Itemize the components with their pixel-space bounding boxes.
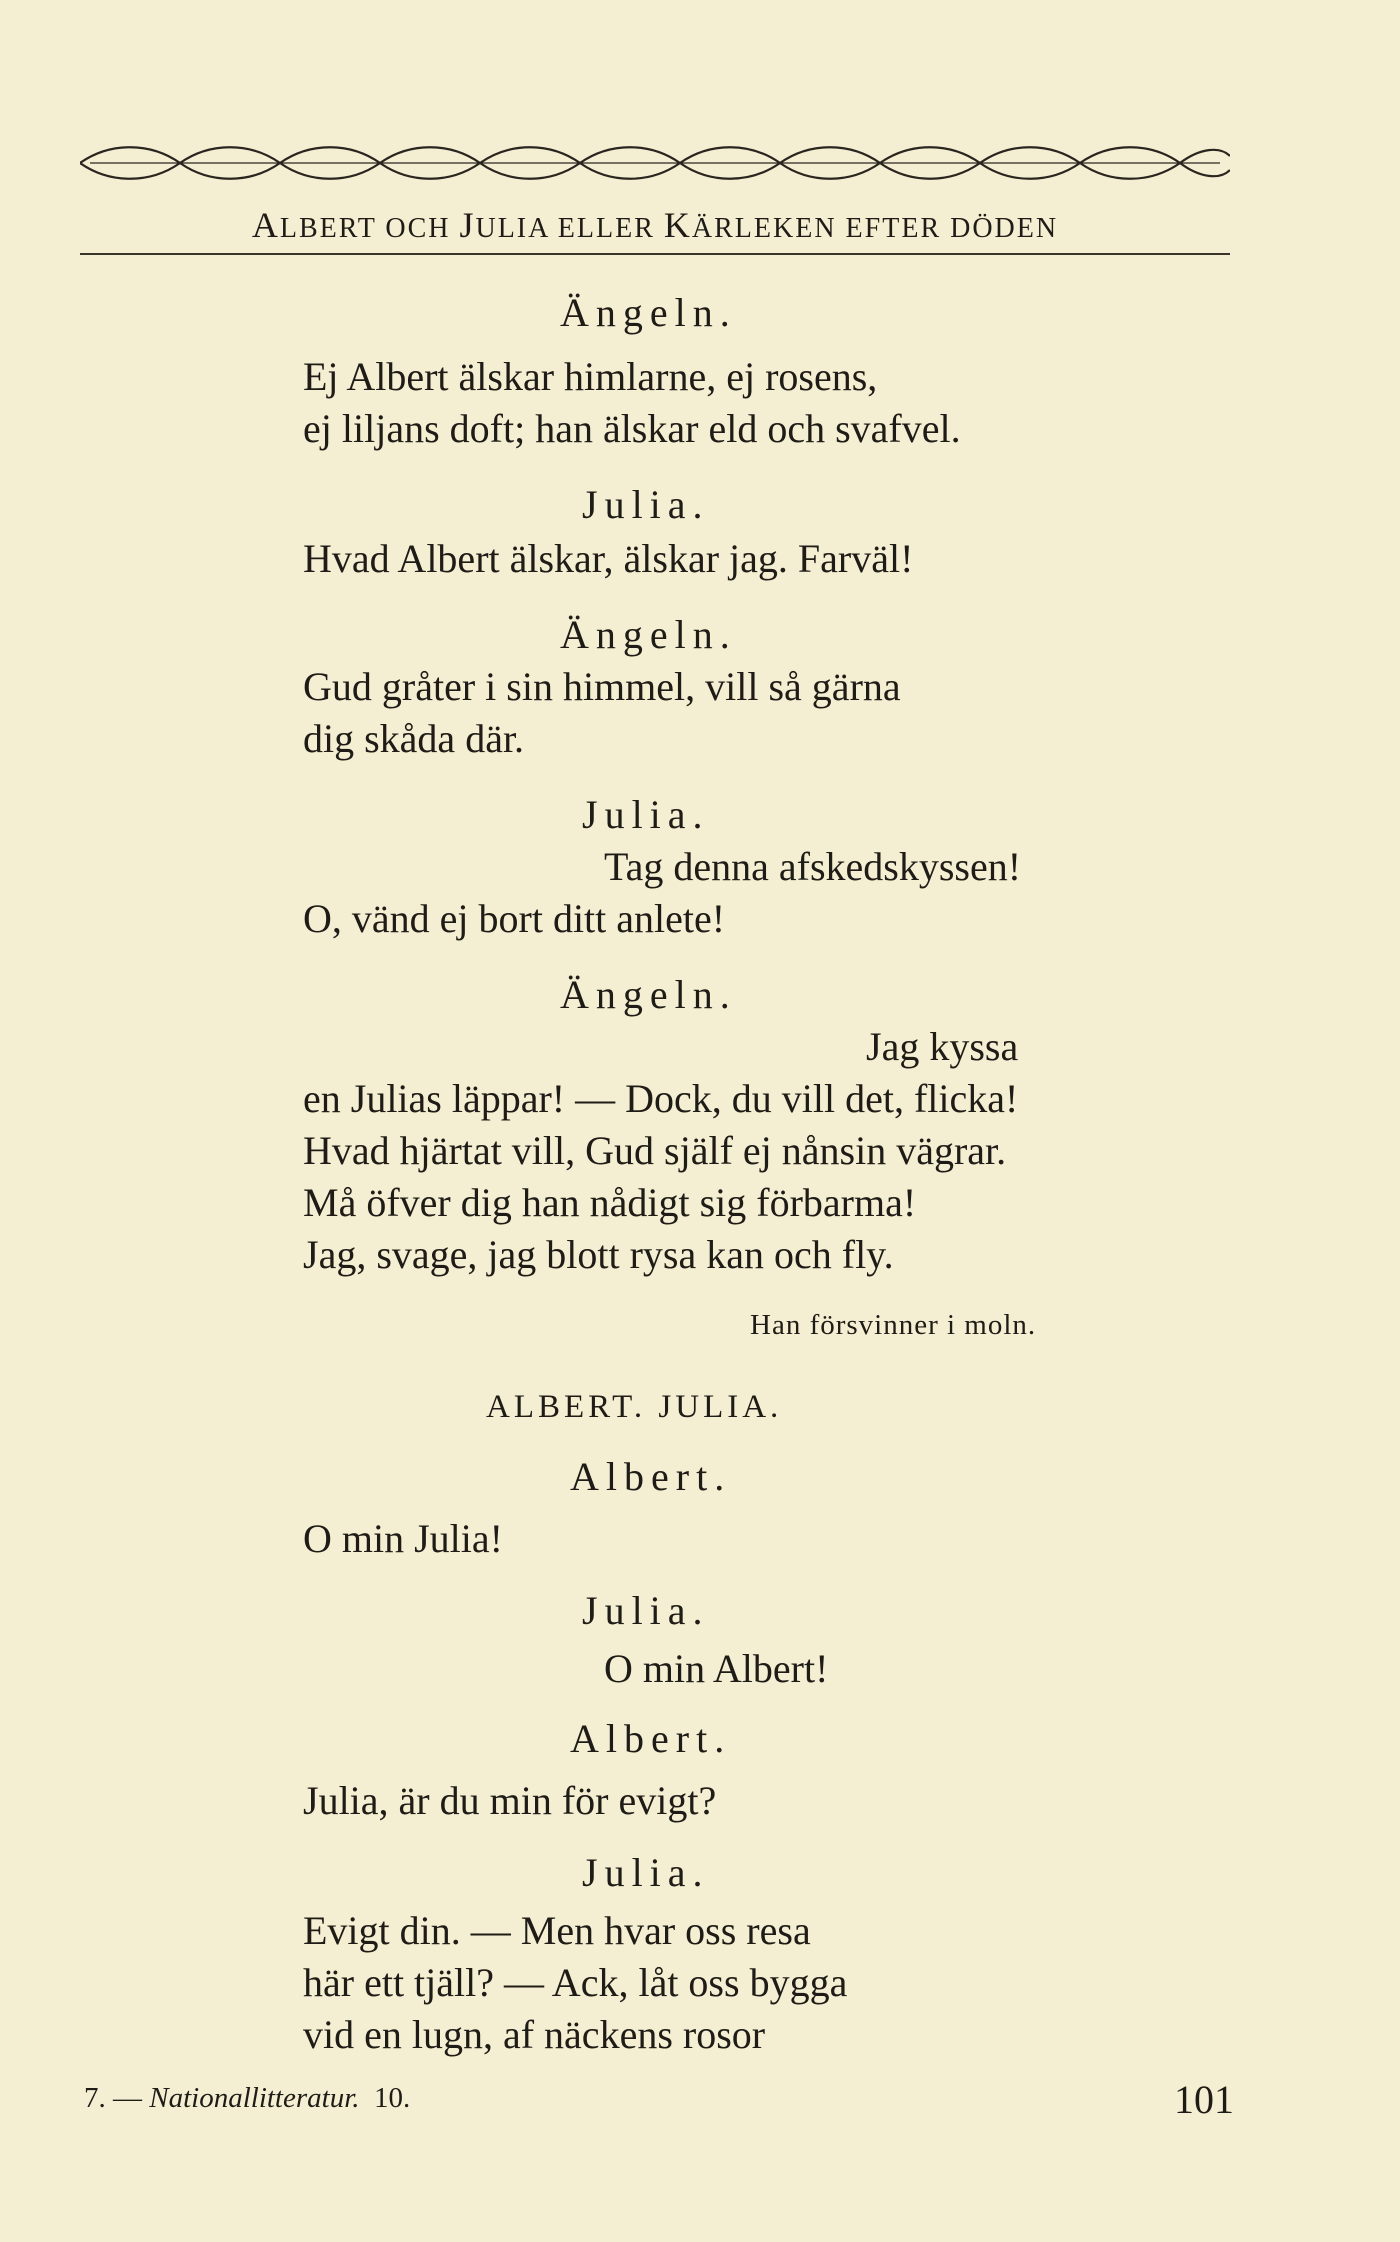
speaker-label: Julia. bbox=[582, 1850, 710, 1895]
verse-line: en Julias läppar! — Dock, du vill det, flicka! bbox=[303, 1076, 1019, 1121]
verse-line: Ej Albert älskar himlarne, ej rosens, bbox=[303, 354, 878, 399]
verse-line: ej liljans doft; han älskar eld och svafvel. bbox=[303, 406, 961, 451]
verse-line: vid en lugn, af näckens rosor bbox=[303, 2012, 766, 2057]
verse-line: Julia, är du min för evigt? bbox=[303, 1778, 717, 1823]
stage-direction: Han försvinner i moln. bbox=[750, 1309, 1037, 1341]
verse-line: Hvad Albert älskar, älskar jag. Farväl! bbox=[303, 536, 914, 581]
speaker-label: Albert. bbox=[570, 1454, 732, 1499]
speaker-label: Albert. bbox=[570, 1716, 732, 1761]
verse-line: O min Julia! bbox=[303, 1516, 503, 1561]
verse-line: Gud gråter i sin himmel, vill så gärna bbox=[303, 664, 901, 709]
verse-line: Tag denna afskedskyssen! bbox=[604, 844, 1022, 889]
speaker-label: Julia. bbox=[582, 792, 710, 837]
verse-line: här ett tjäll? — Ack, låt oss bygga bbox=[303, 1960, 848, 2005]
running-head: ALBERT OCH JULIA ELLER KÄRLEKEN EFTER DÖDEN bbox=[251, 205, 1059, 245]
header-rule bbox=[80, 253, 1230, 255]
verse-line: O min Albert! bbox=[604, 1646, 829, 1691]
verse-line: O, vänd ej bort ditt anlete! bbox=[303, 896, 726, 941]
speaker-label: Ängeln. bbox=[560, 972, 737, 1017]
speaker-label: Julia. bbox=[582, 482, 710, 527]
verse-line: Jag kyssa bbox=[866, 1024, 1019, 1069]
page-number: 101 bbox=[1174, 2077, 1234, 2122]
verse-line: Evigt din. — Men hvar oss resa bbox=[303, 1908, 811, 1953]
scene-heading: ALBERT. JULIA. bbox=[486, 1389, 783, 1425]
speaker-label: Ängeln. bbox=[560, 612, 737, 657]
verse-line: dig skåda där. bbox=[303, 716, 525, 761]
signature-mark: 7. — Nationallitteratur. 10. bbox=[84, 2082, 411, 2114]
decorative-ornament-band bbox=[80, 140, 1230, 186]
verse-line: Jag, svage, jag blott rysa kan och fly. bbox=[303, 1232, 894, 1277]
verse-line: Må öfver dig han nådigt sig förbarma! bbox=[303, 1180, 917, 1225]
verse-line: Hvad hjärtat vill, Gud själf ej nånsin vägrar. bbox=[303, 1128, 1007, 1173]
speaker-label: Julia. bbox=[582, 1588, 710, 1633]
speaker-label: Ängeln. bbox=[560, 290, 737, 335]
